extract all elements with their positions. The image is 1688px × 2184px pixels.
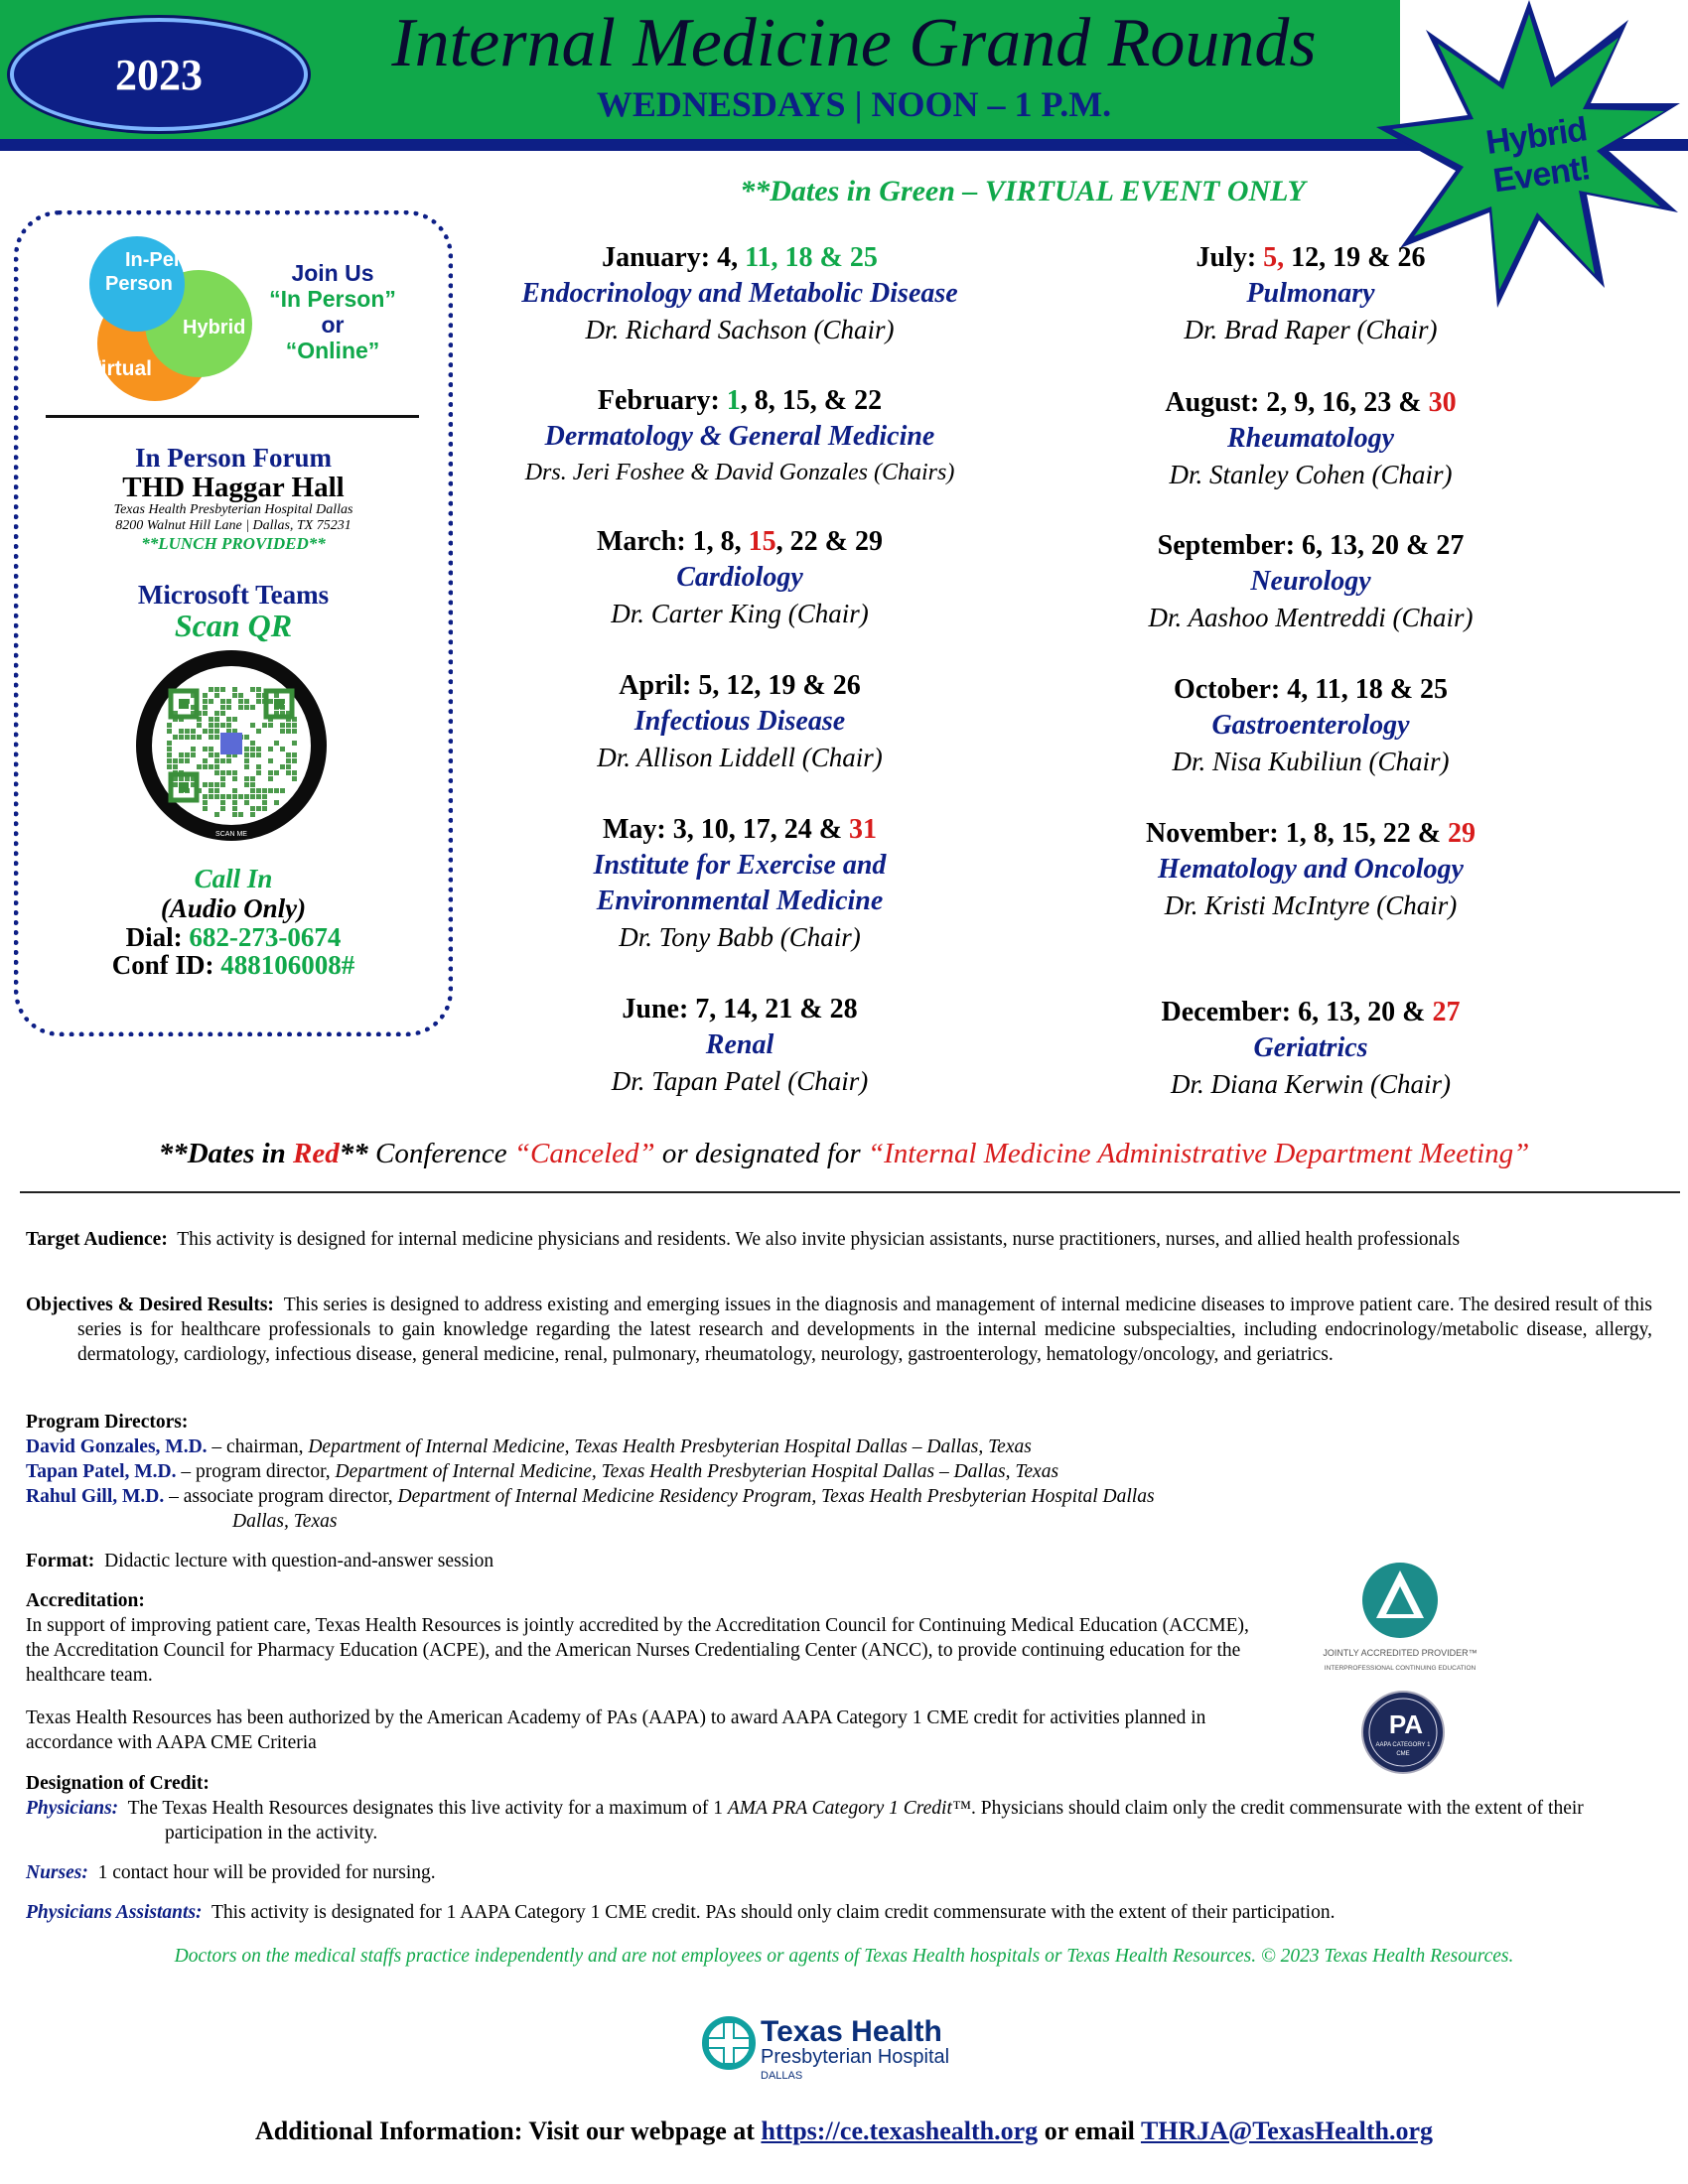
month-topic: Neurology	[1250, 566, 1371, 597]
month-june	[457, 992, 1023, 1099]
date-segment: 30	[1428, 387, 1457, 418]
month-chair: Dr. Stanley Cohen (Chair)	[1169, 460, 1453, 489]
date-segment: 12, 19 & 26	[1284, 242, 1426, 273]
red-note-canceled: “Canceled”	[513, 1138, 655, 1169]
date-segment: 1, 8,	[692, 526, 749, 557]
attendance-modes-icon	[64, 236, 252, 403]
date-segment: , 8, 15, & 22	[740, 385, 883, 416]
director-name: David Gonzales, M.D.	[26, 1436, 208, 1457]
join-line: Join Us	[291, 260, 374, 286]
forum-lunch: **LUNCH PROVIDED**	[141, 534, 326, 553]
date-segment: , 22 & 29	[775, 526, 883, 557]
nurses-text: 1 contact hour will be provided for nursing.	[97, 1862, 436, 1883]
joint-accreditation-logo	[1301, 1561, 1499, 1680]
accred-line2: INTERPROFESSIONAL CONTINUING EDUCATION	[1324, 1665, 1477, 1672]
month-march	[457, 524, 1023, 631]
date-segment: 5, 12, 19 & 26	[698, 670, 861, 701]
date-list	[695, 994, 857, 1024]
director-dept: Department of Internal Medicine Residency Program, Texas Health Presbyterian Hospital Dallas	[397, 1486, 1155, 1507]
month-april	[457, 668, 1023, 775]
date-segment: 4,	[717, 242, 746, 273]
physicians-label: Physicians:	[26, 1798, 119, 1819]
physicians-text: . Physicians should claim only the credit commensurate with the extent of their participation in the activity.	[165, 1798, 1584, 1843]
director-name: Tapan Patel, M.D.	[26, 1461, 177, 1482]
month-label: March:	[596, 526, 686, 557]
director-row	[26, 1434, 1654, 1459]
red-note-part: **	[339, 1138, 368, 1169]
aapa-pa: PA	[1388, 1709, 1424, 1739]
box-divider	[46, 415, 419, 418]
month-dates	[457, 668, 1023, 704]
virtual-note: **Dates in Green – VIRTUAL EVENT ONLY	[740, 175, 1306, 207]
directors-label: Program Directors:	[26, 1412, 189, 1433]
month-topic: Endocrinology and Metabolic Disease	[521, 278, 958, 309]
director-dept: Department of Internal Medicine, Texas Health Presbyterian Hospital Dallas – Dallas, Texas	[308, 1436, 1032, 1457]
date-segment: 5,	[1263, 242, 1285, 273]
join-line: or	[321, 312, 345, 338]
month-topic: Institute for Exercise and	[593, 850, 887, 881]
red-note-part: **Dates in	[158, 1138, 294, 1169]
director-role: – associate program director,	[164, 1486, 398, 1507]
month-november	[1033, 816, 1589, 923]
date-list	[1298, 997, 1460, 1027]
dial-number[interactable]: 682-273-0674	[189, 922, 342, 952]
month-topic: Renal	[705, 1029, 774, 1060]
month-chair: Dr. Allison Liddell (Chair)	[597, 743, 883, 772]
forum-hospital: Texas Health Presbyterian Hospital Dallas	[113, 502, 353, 517]
conf-row	[30, 951, 437, 979]
format-text: Didactic lecture with question-and-answer session	[104, 1551, 494, 1571]
teams-scan-label: Scan QR	[174, 608, 293, 643]
pa-text: This activity is designated for 1 AAPA Category 1 CME credit. PAs should only claim credit commensurate with the extent of their participation.	[211, 1902, 1336, 1923]
red-note-part: Conference	[367, 1138, 514, 1169]
year-text: 2023	[115, 50, 203, 99]
target-label: Target Audience:	[26, 1229, 168, 1250]
program-directors	[26, 1410, 1654, 1534]
aapa-authorization: Texas Health Resources has been authorized by the American Academy of PAs (AAPA) to award AAPA Category 1 CME credit for activities planned in accordance with AAPA CME Criteria	[26, 1707, 1206, 1753]
date-segment: 7, 14, 21 & 28	[695, 994, 858, 1024]
conf-label: Conf ID:	[111, 950, 214, 980]
month-dates	[1033, 672, 1589, 708]
director-row	[26, 1484, 1654, 1509]
date-list	[693, 526, 883, 557]
month-topic: Rheumatology	[1226, 423, 1394, 454]
month-chair: Dr. Aashoo Mentreddi (Chair)	[1148, 603, 1474, 632]
aapa-line2: CME	[1396, 1751, 1410, 1757]
month-january	[457, 240, 1023, 347]
date-list	[1287, 674, 1448, 705]
teams-title: Microsoft Teams	[137, 580, 330, 610]
callin-subtitle: (Audio Only)	[160, 893, 307, 923]
month-february	[457, 383, 1023, 490]
month-dates	[1033, 385, 1589, 421]
month-label: November:	[1145, 818, 1279, 849]
date-list	[717, 242, 878, 273]
nurses-label: Nurses:	[26, 1862, 88, 1883]
month-chair: Dr. Nisa Kubiliun (Chair)	[1172, 747, 1450, 776]
month-label: July:	[1196, 242, 1257, 273]
join-line: “Online”	[285, 338, 380, 363]
dial-row	[30, 923, 437, 951]
month-label: August:	[1165, 387, 1260, 418]
date-segment: 27	[1432, 997, 1461, 1027]
month-december	[1033, 995, 1589, 1102]
additional-info-label: Additional Information: Visit our webpage at	[254, 2116, 762, 2145]
director-role: – chairman,	[207, 1436, 309, 1457]
objectives	[26, 1293, 1652, 1367]
texas-health-logo	[699, 2009, 997, 2089]
month-topic: Pulmonary	[1246, 278, 1375, 309]
date-segment: 1	[726, 385, 741, 416]
month-label: January:	[602, 242, 711, 273]
join-line: “In Person”	[269, 286, 396, 312]
month-topic: Hematology and Oncology	[1158, 854, 1464, 885]
date-segment: 3, 10, 17, 24 &	[672, 814, 850, 845]
date-segment: 29	[1448, 818, 1477, 849]
month-chair: Dr. Kristi McIntyre (Chair)	[1164, 890, 1458, 920]
date-list	[1286, 818, 1476, 849]
month-topic: Infectious Disease	[633, 706, 846, 737]
page-subtitle: WEDNESDAYS | NOON – 1 P.M.	[596, 84, 1112, 124]
ring-label-person: Person	[105, 273, 173, 295]
month-dates	[457, 524, 1023, 560]
accred-label: Accreditation:	[26, 1590, 145, 1611]
date-list	[1266, 387, 1456, 418]
objectives-label: Objectives & Desired Results:	[26, 1295, 274, 1315]
date-list	[1263, 242, 1425, 273]
date-list	[727, 385, 882, 416]
month-chair: Drs. Jeri Foshee & David Gonzales (Chairs)	[524, 460, 955, 485]
month-dates	[457, 383, 1023, 419]
date-list	[698, 670, 860, 701]
month-october	[1033, 672, 1589, 779]
date-list	[673, 814, 877, 845]
join-us-text	[248, 260, 417, 363]
date-segment: 15	[748, 526, 776, 557]
month-label: December:	[1161, 997, 1292, 1027]
objectives-text: This series is designed to address existing and emerging issues in the diagnosis and management of internal medicine diseases to improve patient care. The desired result of this series is for healthcare professionals to gain knowledge regarding the latest research and developments in the internal medicine subspecialties, including endocrinology/metabolic disease, allergy, dermatology, cardiology, infectious disease, general medicine, renal, pulmonary, rheumatology, neurology, gastroenterology, hematology/oncology, and geriatrics.	[77, 1295, 1653, 1365]
additional-info	[0, 2116, 1688, 2146]
month-label: April:	[619, 670, 692, 701]
month-dates	[1033, 995, 1589, 1030]
physicians-credit-name: AMA PRA Category 1 Credit™	[727, 1798, 971, 1819]
section-divider	[20, 1191, 1680, 1193]
thr-sub: Presbyterian Hospital	[761, 2046, 950, 2068]
month-dates	[1033, 816, 1589, 852]
month-label: June:	[622, 994, 689, 1024]
forum-title: In Person Forum	[135, 443, 332, 473]
accreditation	[26, 1588, 1277, 1688]
target-text: This activity is designed for internal medicine physicians and residents. We also invite physician assistants, nurse practitioners, nurses, and allied health professionals	[177, 1229, 1461, 1250]
month-topic: Dermatology & General Medicine	[544, 421, 935, 452]
red-note-part: or designated for	[654, 1138, 868, 1169]
month-may	[457, 812, 1023, 955]
director-role: – program director,	[176, 1461, 336, 1482]
forum-hall: THD Haggar Hall	[122, 472, 345, 503]
date-list	[1302, 530, 1464, 561]
month-dates	[1033, 528, 1589, 564]
date-segment: 31	[849, 814, 878, 845]
callin-title: Call In	[194, 864, 273, 893]
month-label: May:	[602, 814, 666, 845]
month-dates	[1033, 240, 1589, 276]
date-segment: 2, 9, 16, 23 &	[1266, 387, 1429, 418]
month-august	[1033, 385, 1589, 492]
month-chair: Dr. Richard Sachson (Chair)	[585, 315, 895, 344]
thr-name: Texas Health	[761, 2015, 942, 2048]
director-row	[26, 1459, 1654, 1484]
month-july	[1033, 240, 1589, 347]
date-segment: 6, 13, 20 & 27	[1302, 530, 1465, 561]
disclaimer-note: Doctors on the medical staffs practice independently and are not employees or agents of Texas Health hospitals or Texas Health Resources. © 2023 Texas Health Resources.	[174, 1946, 1514, 1967]
designation-of-credit	[26, 1771, 1654, 1845]
month-topic-line2: Environmental Medicine	[596, 886, 884, 916]
month-dates	[457, 240, 1023, 276]
conf-id: 488106008#	[220, 950, 355, 980]
date-segment: 6, 13, 20 &	[1298, 997, 1433, 1027]
month-chair: Dr. Diana Kerwin (Chair)	[1170, 1069, 1452, 1099]
date-segment: 4, 11, 18 & 25	[1287, 674, 1449, 705]
format-label: Format:	[26, 1551, 95, 1571]
month-chair: Dr. Brad Raper (Chair)	[1184, 315, 1438, 344]
ring-label-hybrid: Hybrid	[183, 317, 246, 339]
credit-label: Designation of Credit:	[26, 1773, 210, 1794]
director-dept: Department of Internal Medicine, Texas Health Presbyterian Hospital Dallas – Dallas, Texas	[335, 1461, 1059, 1482]
aapa-line1: AAPA CATEGORY 1	[1375, 1742, 1431, 1748]
forum-address: 8200 Walnut Hill Lane | Dallas, TX 75231	[115, 518, 352, 533]
email-link[interactable]: THRJA@TexasHealth.org	[1140, 2116, 1433, 2145]
month-label: February:	[597, 385, 720, 416]
ring-label-virtual: Virtual	[87, 357, 152, 380]
month-dates	[457, 992, 1023, 1027]
date-segment: 1, 8, 15, 22 &	[1285, 818, 1449, 849]
additional-info-mid: or email	[1038, 2116, 1141, 2145]
accred-line1: JOINTLY ACCREDITED PROVIDER™	[1323, 1648, 1477, 1658]
page-title: Internal Medicine Grand Rounds	[391, 5, 1317, 81]
month-topic: Geriatrics	[1253, 1032, 1368, 1063]
red-note-meeting: “Internal Medicine Administrative Department Meeting”	[867, 1138, 1530, 1169]
pa-credit	[26, 1900, 1674, 1925]
qr-code-icon[interactable]	[133, 647, 330, 844]
red-dates-note	[0, 1138, 1688, 1170]
month-label: October:	[1173, 674, 1281, 705]
hybrid-event-badge: Hybrid Event!	[1483, 110, 1593, 201]
call-in-block	[30, 864, 437, 979]
date-segment: 11, 18 & 25	[745, 242, 878, 273]
year-badge	[10, 18, 308, 131]
director-dept-line2: Dallas, Texas	[232, 1511, 338, 1532]
dial-label: Dial:	[125, 922, 183, 952]
nurses-credit	[26, 1860, 1654, 1885]
month-chair: Dr. Carter King (Chair)	[611, 599, 869, 628]
month-chair: Dr. Tapan Patel (Chair)	[611, 1066, 869, 1096]
month-label: September:	[1157, 530, 1296, 561]
month-september	[1033, 528, 1589, 635]
pa-label: Physicians Assistants:	[26, 1902, 203, 1923]
physicians-text: The Texas Health Resources designates this live activity for a maximum of 1	[127, 1798, 728, 1819]
physicians-credit	[26, 1796, 1654, 1845]
accred-text: In support of improving patient care, Texas Health Resources is jointly accredited by the Accreditation Council for Continuing Medical Education (ACCME), the Accreditation Council for Pharmacy Education (ACPE), and the American Nurses Credentialing Center (ANCC), to provide continuing education for the healthcare team.	[26, 1615, 1249, 1686]
website-link[interactable]: https://ce.texashealth.org	[761, 2116, 1039, 2145]
director-name: Rahul Gill, M.D.	[26, 1486, 165, 1507]
aapa-badge-icon	[1360, 1690, 1446, 1775]
red-note-word: Red	[293, 1138, 340, 1169]
month-topic: Gastroenterology	[1211, 710, 1410, 741]
month-dates	[457, 812, 1023, 848]
qr-caption: SCAN ME	[215, 831, 247, 838]
thr-city: DALLAS	[761, 2070, 803, 2082]
month-topic: Cardiology	[676, 562, 803, 593]
in-person-forum	[30, 443, 437, 554]
target-audience	[26, 1227, 1615, 1252]
ring-label-in-person: In-Person	[125, 249, 217, 271]
month-chair: Dr. Tony Babb (Chair)	[619, 922, 861, 952]
